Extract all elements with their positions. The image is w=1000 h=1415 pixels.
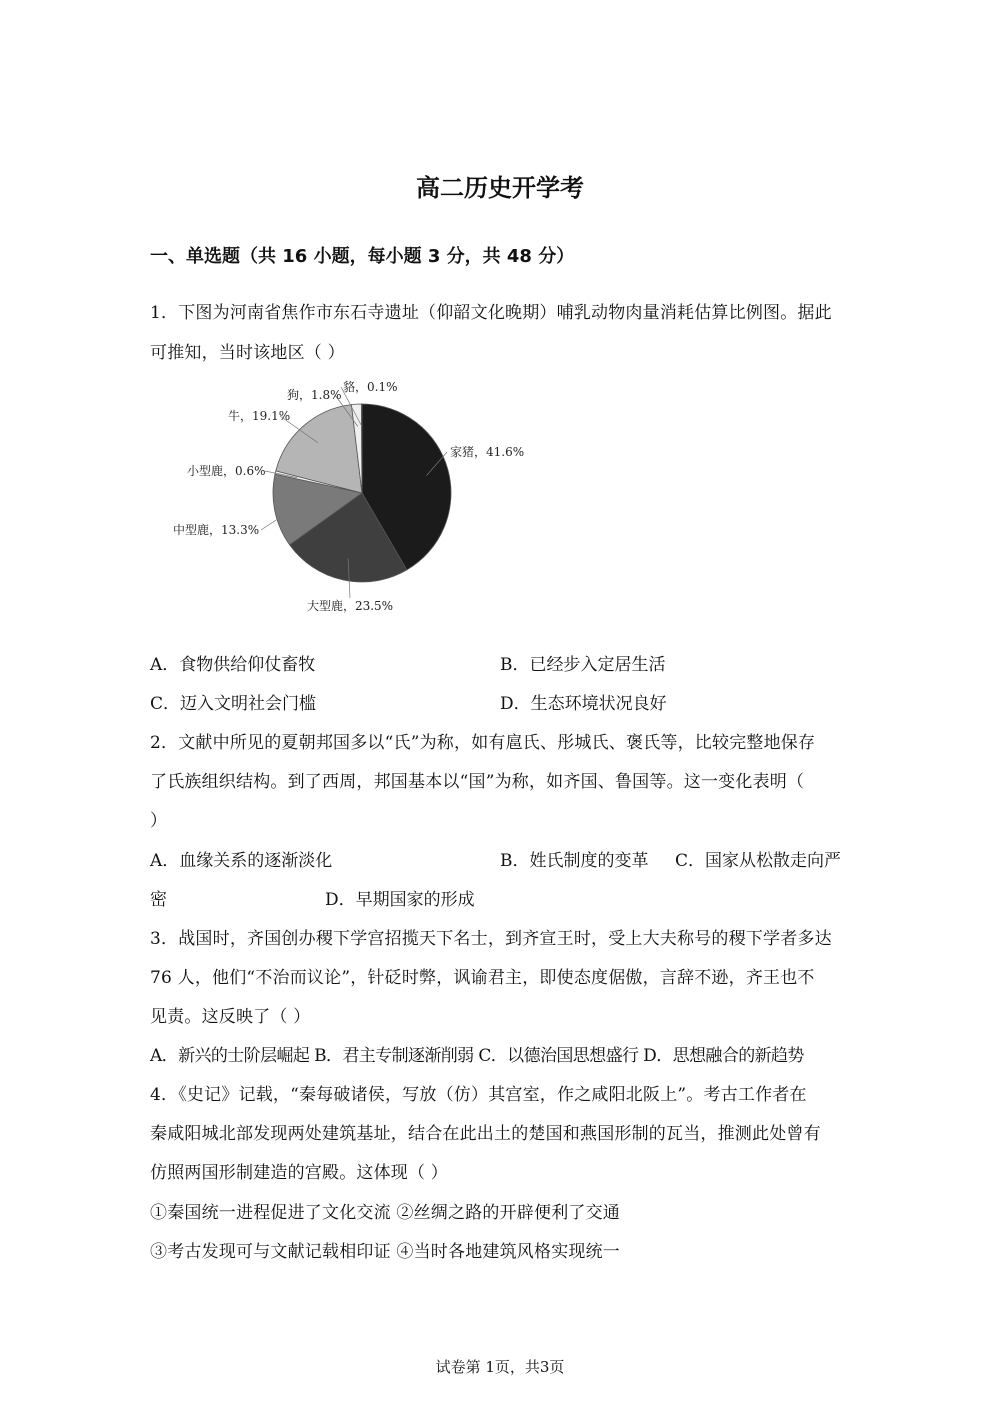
pie-label-1: 大型鹿，23.5% bbox=[306, 599, 394, 613]
pie-slice-6 bbox=[361, 404, 362, 493]
q2-option-c-continued: 密 bbox=[150, 890, 167, 910]
q4-items-line2: ③考古发现可与文献记载相印证 ④当时各地建筑风格实现统一 bbox=[150, 1242, 621, 1262]
q1-option-d[interactable]: D．生态环境状况良好 bbox=[500, 694, 667, 714]
q4-stem-line1: 4．《史记》记载，“秦每破诸侯，写放（仿）其宫室，作之咸阳北阪上”。考古工作者在 bbox=[150, 1085, 807, 1105]
section-heading: 一、单选题（共 16 小题，每小题 3 分，共 48 分） bbox=[150, 246, 575, 267]
pie-label-0: 家猪，41.6% bbox=[450, 445, 525, 459]
pie-label-6: 貉，0.1% bbox=[343, 380, 398, 394]
q4-stem-line2: 秦咸阳城北部发现两处建筑基址，结合在此出土的楚国和燕国形制的瓦当，推测此处曾有 bbox=[150, 1124, 821, 1144]
pie-label-5: 狗，1.8% bbox=[287, 388, 342, 402]
pie-label-4: 牛，19.1% bbox=[228, 409, 291, 423]
q2-stem-line2: 了氏族组织结构。到了西周，邦国基本以“国”为称，如齐国、鲁国等。这一变化表明（ bbox=[150, 772, 805, 792]
q2-stem-line1: 2．文献中所见的夏朝邦国多以“氏”为称，如有扈氏、彤城氏、褒氏等，比较完整地保存 bbox=[150, 733, 816, 753]
q3-options[interactable]: A．新兴的士阶层崛起 B．君主专制逐渐削弱 C．以德治国思想盛行 D．思想融合的新趋势 bbox=[150, 1046, 804, 1066]
q1-option-b[interactable]: B．已经步入定居生活 bbox=[500, 655, 666, 675]
q3-stem-line3: 见责。这反映了（ ） bbox=[150, 1007, 311, 1027]
q4-items-line1: ①秦国统一进程促进了文化交流 ②丝绸之路的开辟便利了交通 bbox=[150, 1203, 621, 1223]
pie-label-2: 中型鹿，13.3% bbox=[173, 523, 260, 537]
pie-chart bbox=[165, 372, 545, 622]
q2-option-b[interactable]: B．姓氏制度的变革 bbox=[500, 851, 649, 871]
q2-option-a[interactable]: A．血缘关系的逐渐淡化 bbox=[150, 851, 333, 871]
q4-stem-line3: 仿照两国形制建造的宫殿。这体现（ ） bbox=[150, 1163, 449, 1183]
q3-stem-line2: 76 人，他们“不治而议论”，针砭时弊，讽谕君主，即使态度倨傲，言辞不逊，齐王也不 bbox=[150, 968, 815, 988]
q2-option-c[interactable]: C．国家从松散走向严 bbox=[675, 851, 842, 871]
q3-stem-line1: 3．战国时，齐国创办稷下学宫招揽天下名士，到齐宣王时，受上大夫称号的稷下学者多达 bbox=[150, 929, 832, 949]
q1-stem-line2: 可推知，当时该地区（ ） bbox=[150, 343, 345, 363]
page-title: 高二历史开学考 bbox=[416, 174, 584, 202]
q2-option-d[interactable]: D．早期国家的形成 bbox=[325, 890, 475, 910]
page-footer: 试卷第 1页，共3页 bbox=[435, 1358, 565, 1376]
q2-stem-line3: ） bbox=[150, 811, 168, 831]
q1-option-c[interactable]: C．迈入文明社会门槛 bbox=[150, 694, 317, 714]
q1-option-a[interactable]: A．食物供给仰仗畜牧 bbox=[150, 655, 316, 675]
q1-stem-line1: 1．下图为河南省焦作市东石寺遗址（仰韶文化晚期）哺乳动物肉量消耗估算比例图。据此 bbox=[150, 303, 832, 323]
pie-label-3: 小型鹿，0.6% bbox=[187, 464, 266, 478]
